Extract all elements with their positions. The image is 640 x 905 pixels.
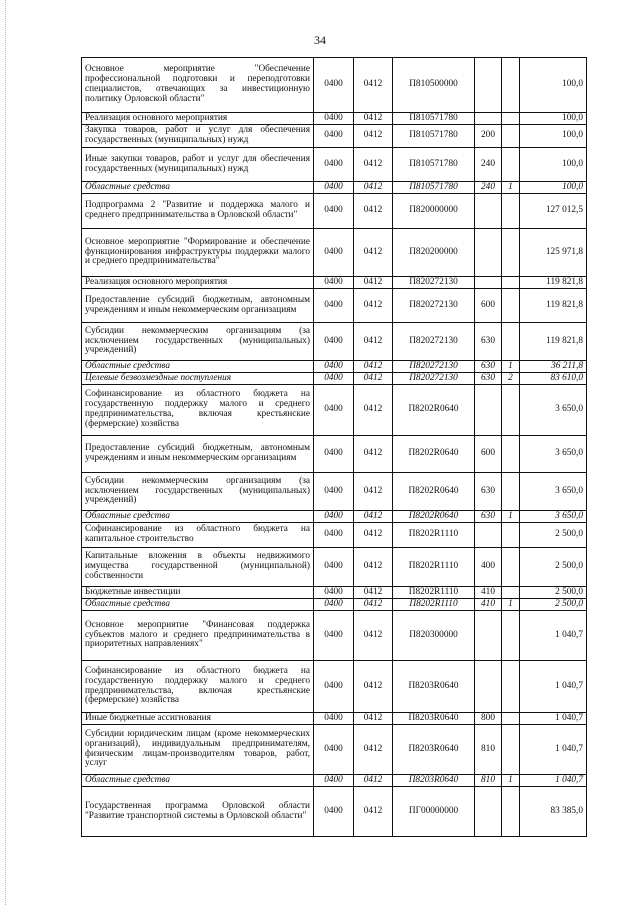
section-code: 0400	[314, 587, 354, 599]
expense-type-code: 410	[475, 587, 502, 599]
target-article-code: П810571780	[393, 148, 475, 182]
row-name: Областные средства	[82, 599, 314, 611]
subsection-code: 0412	[354, 713, 393, 725]
subsection-code: 0412	[354, 473, 393, 511]
target-article-code: П820272130	[393, 289, 475, 323]
amount: 127 012,5	[520, 194, 587, 229]
funding-source-code	[502, 548, 520, 587]
target-article-code: П810571780	[393, 113, 475, 125]
funding-source-code: 1	[502, 182, 520, 194]
table-row	[82, 361, 587, 373]
amount: 83 610,0	[520, 373, 587, 385]
target-article-code: П8203R0640	[393, 713, 475, 725]
subsection-code: 0412	[354, 289, 393, 323]
amount: 3 650,0	[520, 436, 587, 473]
amount: 83 385,0	[520, 787, 587, 837]
target-article-code: П8203R0640	[393, 725, 475, 775]
expense-type-code: 240	[475, 182, 502, 194]
table-row	[82, 725, 587, 775]
table-row	[82, 523, 587, 548]
funding-source-code	[502, 113, 520, 125]
section-code: 0400	[314, 511, 354, 523]
section-code: 0400	[314, 713, 354, 725]
funding-source-code	[502, 725, 520, 775]
target-article-code: П820300000	[393, 611, 475, 661]
section-code: 0400	[314, 113, 354, 125]
section-code: 0400	[314, 58, 354, 113]
table-row	[82, 611, 587, 661]
amount: 1 040,7	[520, 775, 587, 787]
subsection-code: 0412	[354, 385, 393, 436]
expense-type-code	[475, 523, 502, 548]
row-name: Основное мероприятие "Обеспечение профессиональной подготовки и переподготовки специалистов, отвечающих за инвестиционную политику Орловской области"	[82, 58, 314, 113]
row-name: Субсидии юридическим лицам (кроме некоммерческих организаций), индивидуальным предпринимателям, физическим лицам-производителям товаров, работ, услуг	[82, 725, 314, 775]
expense-type-code	[475, 58, 502, 113]
subsection-code: 0412	[354, 611, 393, 661]
expense-type-code: 630	[475, 373, 502, 385]
funding-source-code: 1	[502, 599, 520, 611]
subsection-code: 0412	[354, 436, 393, 473]
funding-source-code	[502, 194, 520, 229]
subsection-code: 0412	[354, 587, 393, 599]
expense-type-code	[475, 787, 502, 837]
amount: 3 650,0	[520, 385, 587, 436]
expense-type-code	[475, 385, 502, 436]
expense-type-code	[475, 229, 502, 277]
target-article-code: П8203R0640	[393, 775, 475, 787]
amount: 100,0	[520, 148, 587, 182]
target-article-code: П8203R0640	[393, 661, 475, 713]
row-name: Предоставление субсидий бюджетным, автономным учреждениям и иным некоммерческим организациям	[82, 436, 314, 473]
section-code: 0400	[314, 289, 354, 323]
amount: 119 821,8	[520, 289, 587, 323]
row-name: Целевые безвозмездные поступления	[82, 373, 314, 385]
expense-type-code: 630	[475, 323, 502, 361]
row-name: Областные средства	[82, 775, 314, 787]
table-row	[82, 113, 587, 125]
amount: 1 040,7	[520, 713, 587, 725]
expense-type-code: 240	[475, 148, 502, 182]
subsection-code: 0412	[354, 229, 393, 277]
row-name: Софинансирование из областного бюджета на капитальное строительство	[82, 523, 314, 548]
section-code: 0400	[314, 277, 354, 289]
funding-source-code: 1	[502, 361, 520, 373]
expense-type-code: 600	[475, 289, 502, 323]
funding-source-code	[502, 125, 520, 148]
section-code: 0400	[314, 182, 354, 194]
target-article-code: ПГ00000000	[393, 787, 475, 837]
funding-source-code	[502, 58, 520, 113]
subsection-code: 0412	[354, 599, 393, 611]
funding-source-code: 1	[502, 511, 520, 523]
amount: 2 500,0	[520, 587, 587, 599]
expense-type-code: 630	[475, 473, 502, 511]
expense-type-code: 200	[475, 125, 502, 148]
funding-source-code: 2	[502, 373, 520, 385]
table-row	[82, 473, 587, 511]
row-name: Основное мероприятие "Формирование и обеспечение функционирования инфраструктуры поддержки малого и среднего предпринимательства"	[82, 229, 314, 277]
row-name: Софинансирование из областного бюджета на государственную поддержку малого и среднего предпринимательства, включая крестьянские (фермерские) хозяйства	[82, 661, 314, 713]
expense-type-code: 800	[475, 713, 502, 725]
row-name: Софинансирование из областного бюджета на государственную поддержку малого и среднего предпринимательства, включая крестьянские (фермерские) хозяйства	[82, 385, 314, 436]
funding-source-code	[502, 148, 520, 182]
subsection-code: 0412	[354, 523, 393, 548]
row-name: Областные средства	[82, 511, 314, 523]
subsection-code: 0412	[354, 323, 393, 361]
subsection-code: 0412	[354, 548, 393, 587]
subsection-code: 0412	[354, 194, 393, 229]
subsection-code: 0412	[354, 182, 393, 194]
amount: 2 500,0	[520, 599, 587, 611]
target-article-code: П8202R1110	[393, 548, 475, 587]
row-name: Реализация основного мероприятия	[82, 277, 314, 289]
target-article-code: П820000000	[393, 194, 475, 229]
amount: 3 650,0	[520, 473, 587, 511]
target-article-code: П820272130	[393, 373, 475, 385]
section-code: 0400	[314, 385, 354, 436]
target-article-code: П8202R1110	[393, 599, 475, 611]
amount: 119 821,8	[520, 323, 587, 361]
expense-type-code: 410	[475, 599, 502, 611]
row-name: Субсидии некоммерческим организациям (за исключением государственных (муниципальных) учреждений)	[82, 323, 314, 361]
expense-type-code: 630	[475, 511, 502, 523]
row-name: Бюджетные инвестиции	[82, 587, 314, 599]
section-code: 0400	[314, 611, 354, 661]
expense-type-code	[475, 661, 502, 713]
funding-source-code	[502, 436, 520, 473]
section-code: 0400	[314, 599, 354, 611]
subsection-code: 0412	[354, 125, 393, 148]
table-row	[82, 713, 587, 725]
table-row	[82, 277, 587, 289]
target-article-code: П820272130	[393, 361, 475, 373]
section-code: 0400	[314, 661, 354, 713]
row-name: Иные бюджетные ассигнования	[82, 713, 314, 725]
expense-type-code	[475, 611, 502, 661]
table-row	[82, 323, 587, 361]
section-code: 0400	[314, 373, 354, 385]
funding-source-code	[502, 661, 520, 713]
funding-source-code	[502, 587, 520, 599]
binding-margin-line	[5, 0, 7, 905]
table-row	[82, 194, 587, 229]
section-code: 0400	[314, 436, 354, 473]
expense-type-code: 600	[475, 436, 502, 473]
budget-table	[81, 57, 587, 837]
subsection-code: 0412	[354, 113, 393, 125]
funding-source-code	[502, 229, 520, 277]
table-row	[82, 587, 587, 599]
funding-source-code: 1	[502, 775, 520, 787]
table-row	[82, 775, 587, 787]
table-row	[82, 787, 587, 837]
section-code: 0400	[314, 473, 354, 511]
row-name: Подпрограмма 2 "Развитие и поддержка малого и среднего предпринимательства в Орловской области"	[82, 194, 314, 229]
subsection-code: 0412	[354, 775, 393, 787]
target-article-code: П8202R0640	[393, 385, 475, 436]
subsection-code: 0412	[354, 787, 393, 837]
section-code: 0400	[314, 229, 354, 277]
target-article-code: П8202R1110	[393, 523, 475, 548]
funding-source-code	[502, 787, 520, 837]
funding-source-code	[502, 713, 520, 725]
subsection-code: 0412	[354, 148, 393, 182]
section-code: 0400	[314, 787, 354, 837]
row-name: Субсидии некоммерческим организациям (за исключением государственных (муниципальных) учреждений)	[82, 473, 314, 511]
row-name: Основное мероприятие "Финансовая поддержка субъектов малого и среднего предпринимательства в приоритетных направлениях"	[82, 611, 314, 661]
row-name: Областные средства	[82, 182, 314, 194]
section-code: 0400	[314, 323, 354, 361]
target-article-code: П820272130	[393, 323, 475, 361]
row-name: Закупка товаров, работ и услуг для обеспечения государственных (муниципальных) нужд	[82, 125, 314, 148]
amount: 2 500,0	[520, 523, 587, 548]
expense-type-code: 810	[475, 725, 502, 775]
funding-source-code	[502, 385, 520, 436]
funding-source-code	[502, 473, 520, 511]
amount: 1 040,7	[520, 611, 587, 661]
expense-type-code: 400	[475, 548, 502, 587]
target-article-code: П8202R0640	[393, 436, 475, 473]
subsection-code: 0412	[354, 361, 393, 373]
funding-source-code	[502, 323, 520, 361]
subsection-code: 0412	[354, 511, 393, 523]
table-row	[82, 182, 587, 194]
amount: 100,0	[520, 113, 587, 125]
subsection-code: 0412	[354, 277, 393, 289]
table-row	[82, 148, 587, 182]
expense-type-code: 810	[475, 775, 502, 787]
target-article-code: П810571780	[393, 182, 475, 194]
row-name: Капитальные вложения в объекты недвижимого имущества государственной (муниципальной) собственности	[82, 548, 314, 587]
amount: 1 040,7	[520, 725, 587, 775]
table-row	[82, 385, 587, 436]
funding-source-code	[502, 277, 520, 289]
row-name: Предоставление субсидий бюджетным, автономным учреждениям и иным некоммерческим организациям	[82, 289, 314, 323]
expense-type-code	[475, 277, 502, 289]
expense-type-code	[475, 194, 502, 229]
table-row	[82, 511, 587, 523]
section-code: 0400	[314, 194, 354, 229]
amount: 1 040,7	[520, 661, 587, 713]
amount: 3 650,0	[520, 511, 587, 523]
amount: 100,0	[520, 125, 587, 148]
row-name: Реализация основного мероприятия	[82, 113, 314, 125]
target-article-code: П8202R0640	[393, 473, 475, 511]
table-row	[82, 58, 587, 113]
amount: 119 821,8	[520, 277, 587, 289]
target-article-code: П820200000	[393, 229, 475, 277]
table-row	[82, 229, 587, 277]
page-number: 34	[314, 33, 326, 47]
expense-type-code: 630	[475, 361, 502, 373]
expense-type-code	[475, 113, 502, 125]
amount: 100,0	[520, 182, 587, 194]
table-row	[82, 125, 587, 148]
row-name: Областные средства	[82, 361, 314, 373]
amount: 2 500,0	[520, 548, 587, 587]
subsection-code: 0412	[354, 373, 393, 385]
subsection-code: 0412	[354, 661, 393, 713]
section-code: 0400	[314, 548, 354, 587]
section-code: 0400	[314, 775, 354, 787]
amount: 36 211,8	[520, 361, 587, 373]
subsection-code: 0412	[354, 58, 393, 113]
table-row	[82, 289, 587, 323]
table-row	[82, 436, 587, 473]
funding-source-code	[502, 611, 520, 661]
target-article-code: П810500000	[393, 58, 475, 113]
section-code: 0400	[314, 148, 354, 182]
section-code: 0400	[314, 523, 354, 548]
amount: 125 971,8	[520, 229, 587, 277]
row-name: Иные закупки товаров, работ и услуг для обеспечения государственных (муниципальных) нужд	[82, 148, 314, 182]
section-code: 0400	[314, 725, 354, 775]
table-row	[82, 373, 587, 385]
table-row	[82, 599, 587, 611]
table-row	[82, 548, 587, 587]
funding-source-code	[502, 523, 520, 548]
table-row	[82, 661, 587, 713]
section-code: 0400	[314, 361, 354, 373]
target-article-code: П820272130	[393, 277, 475, 289]
target-article-code: П8202R1110	[393, 587, 475, 599]
subsection-code: 0412	[354, 725, 393, 775]
target-article-code: П8202R0640	[393, 511, 475, 523]
funding-source-code	[502, 289, 520, 323]
section-code: 0400	[314, 125, 354, 148]
budget-table-body	[82, 58, 587, 837]
row-name: Государственная программа Орловской области "Развитие транспортной системы в Орловской области"	[82, 787, 314, 837]
target-article-code: П810571780	[393, 125, 475, 148]
amount: 100,0	[520, 58, 587, 113]
